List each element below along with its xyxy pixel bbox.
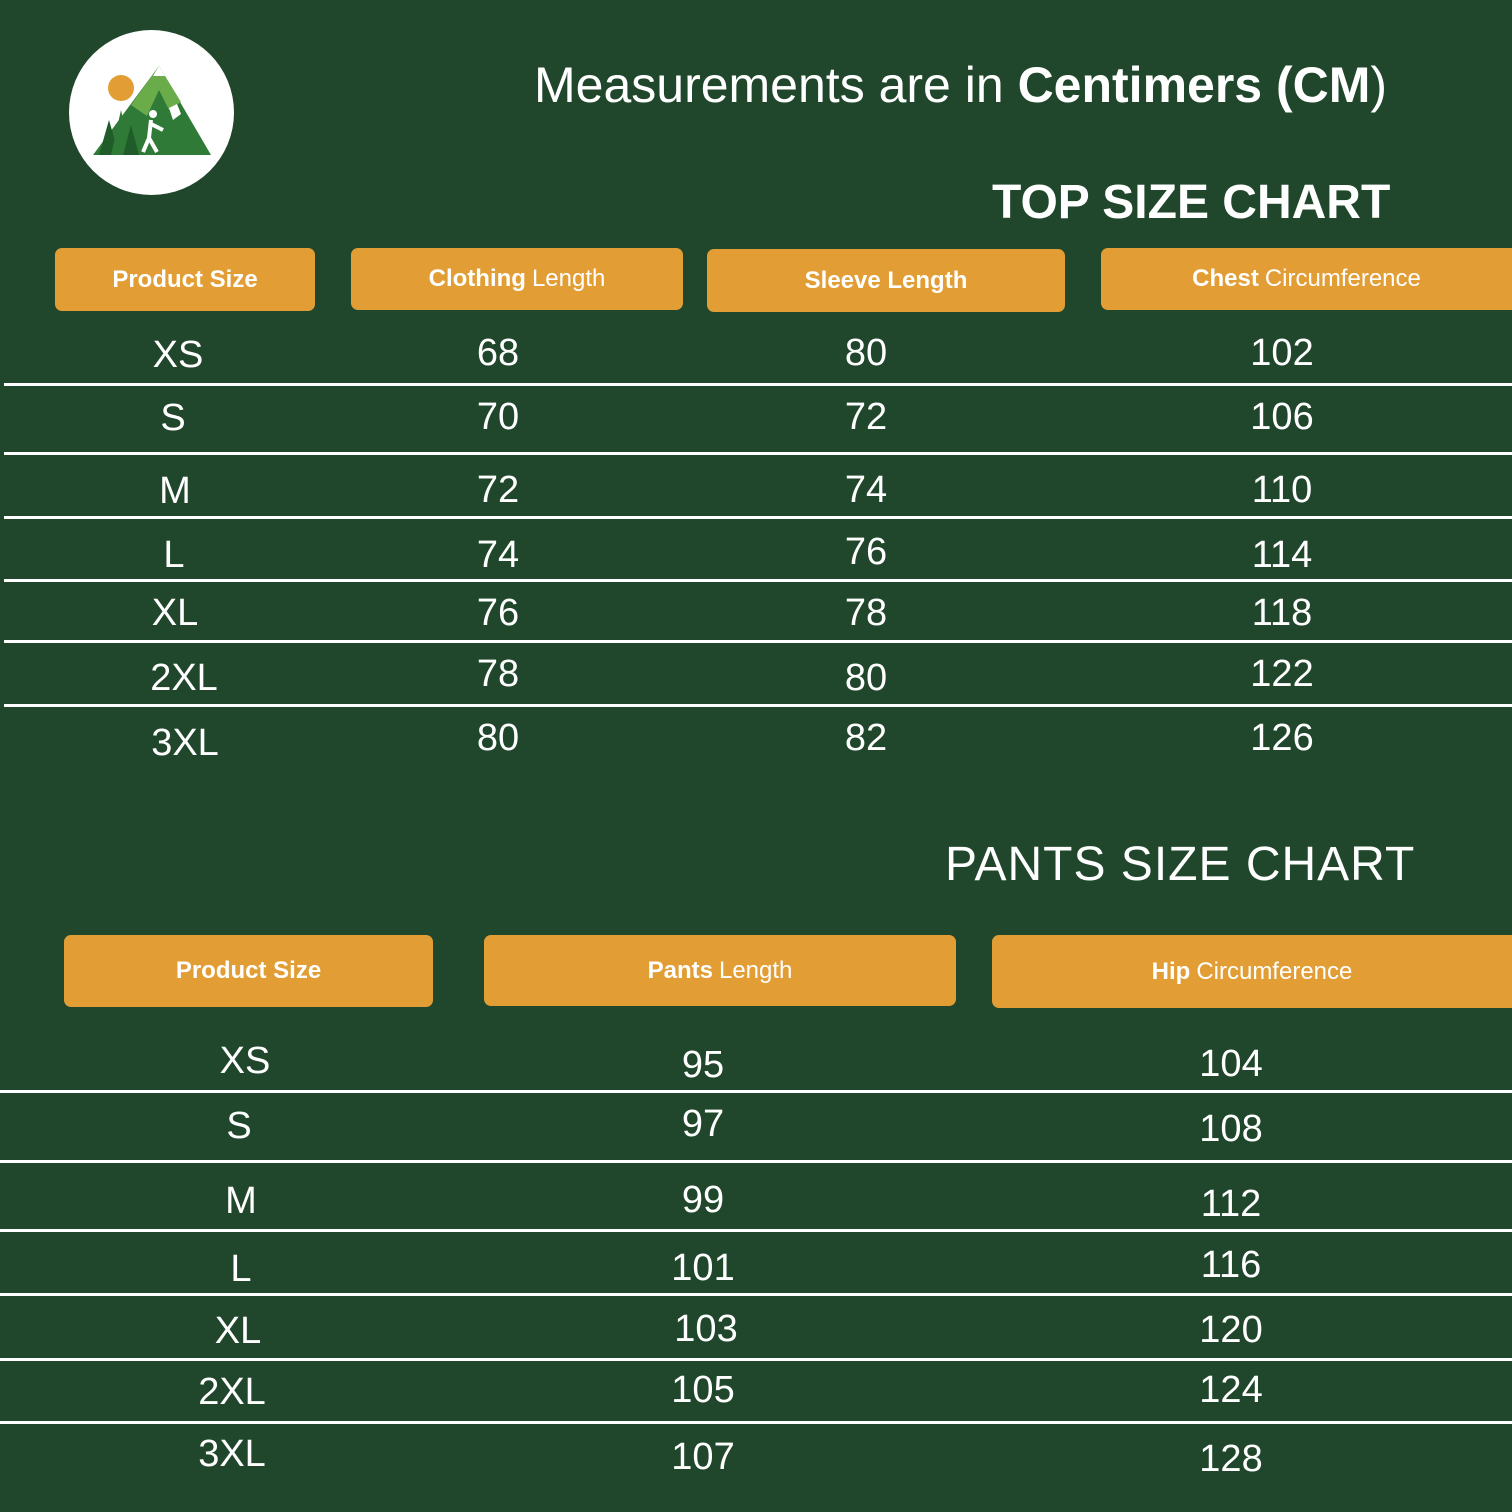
row-divider [4, 383, 1512, 386]
value-cell: 82 [844, 717, 888, 759]
pants-header-pants-length [484, 935, 956, 1006]
row-divider [4, 516, 1512, 519]
header-bold-text: Hip [1151, 957, 1191, 985]
value-cell: 122 [1250, 653, 1314, 695]
row-divider [0, 1358, 1512, 1361]
value-cell: 76 [476, 592, 520, 634]
header-bold-text: Product Size [175, 957, 322, 984]
value-cell: 78 [476, 653, 520, 695]
row-divider [0, 1229, 1512, 1232]
value-cell: 112 [1200, 1183, 1262, 1225]
size-cell: 2XL [198, 1371, 266, 1413]
units-bold: Centimers (CM [1017, 57, 1371, 113]
header-light-text: Length [718, 956, 793, 984]
top-header-product-size [55, 248, 315, 311]
row-divider [0, 1090, 1512, 1093]
value-cell: 76 [844, 531, 888, 573]
value-cell: 72 [476, 469, 520, 511]
row-divider [4, 704, 1512, 707]
value-cell: 126 [1250, 717, 1314, 759]
header-bold-text: Chest [1192, 265, 1259, 292]
pants-header-product-size [64, 935, 433, 1007]
value-cell: 70 [476, 396, 520, 438]
value-cell: 99 [681, 1179, 725, 1221]
value-cell: 103 [674, 1308, 738, 1350]
row-divider [4, 640, 1512, 643]
value-cell: 107 [671, 1436, 735, 1478]
row-divider [0, 1421, 1512, 1424]
mountain-hiker-logo-icon [69, 30, 234, 195]
header-light-text: Circumference [1264, 265, 1421, 292]
header-bold-text: Pants [647, 956, 713, 984]
value-cell: 74 [476, 534, 520, 576]
units-note [534, 52, 1387, 118]
units-prefix: Measurements are in [534, 57, 1004, 113]
size-cell: S [226, 1105, 252, 1147]
value-cell: 108 [1199, 1108, 1263, 1150]
size-cell: 2XL [150, 657, 218, 699]
header-bold-text: Product Size [112, 265, 258, 293]
brand-logo [69, 30, 234, 195]
size-cell: XS [219, 1040, 271, 1082]
value-cell: 124 [1199, 1369, 1263, 1411]
value-cell: 74 [844, 469, 888, 511]
value-cell: 95 [681, 1044, 725, 1086]
header-bold-text: Clothing [428, 265, 526, 292]
value-cell: 68 [476, 332, 520, 374]
value-cell: 110 [1251, 469, 1313, 511]
value-cell: 105 [671, 1369, 735, 1411]
value-cell: 102 [1250, 332, 1314, 374]
size-cell: S [160, 397, 186, 439]
row-divider [0, 1293, 1512, 1296]
row-divider [4, 452, 1512, 455]
size-cell: XL [151, 592, 199, 634]
value-cell: 72 [844, 396, 888, 438]
size-cell: M [159, 470, 191, 512]
size-cell: 3XL [198, 1433, 266, 1475]
top-header-clothing-length [351, 248, 683, 310]
header-light-text: Circumference [1196, 957, 1353, 985]
row-divider [4, 579, 1512, 582]
value-cell: 106 [1250, 396, 1314, 438]
size-cell: 3XL [151, 722, 219, 764]
header-bold-text: Sleeve Length [804, 266, 968, 294]
value-cell: 80 [476, 717, 520, 759]
top-header-chest-circumference [1101, 248, 1512, 310]
value-cell: 78 [844, 592, 888, 634]
value-cell: 80 [844, 657, 888, 699]
value-cell: 97 [681, 1103, 725, 1145]
size-cell: M [225, 1180, 257, 1222]
size-cell: XS [152, 334, 204, 376]
size-cell: XL [214, 1310, 262, 1352]
pants-chart-title: PANTS SIZE CHART [945, 838, 1416, 891]
value-cell: 101 [671, 1247, 735, 1289]
top-header-sleeve-length [707, 249, 1065, 312]
pants-header-hip-circumference [992, 935, 1512, 1008]
units-suffix: ) [1370, 57, 1388, 113]
size-cell: L [163, 534, 185, 576]
value-cell: 118 [1251, 592, 1313, 634]
value-cell: 114 [1251, 534, 1313, 576]
value-cell: 128 [1199, 1438, 1263, 1480]
header-light-text: Length [531, 265, 606, 292]
value-cell: 80 [844, 332, 888, 374]
top-chart-title: TOP SIZE CHART [992, 176, 1391, 229]
row-divider [0, 1160, 1512, 1163]
value-cell: 120 [1199, 1309, 1263, 1351]
size-cell: L [230, 1248, 252, 1290]
value-cell: 116 [1200, 1244, 1262, 1286]
value-cell: 104 [1199, 1043, 1263, 1085]
